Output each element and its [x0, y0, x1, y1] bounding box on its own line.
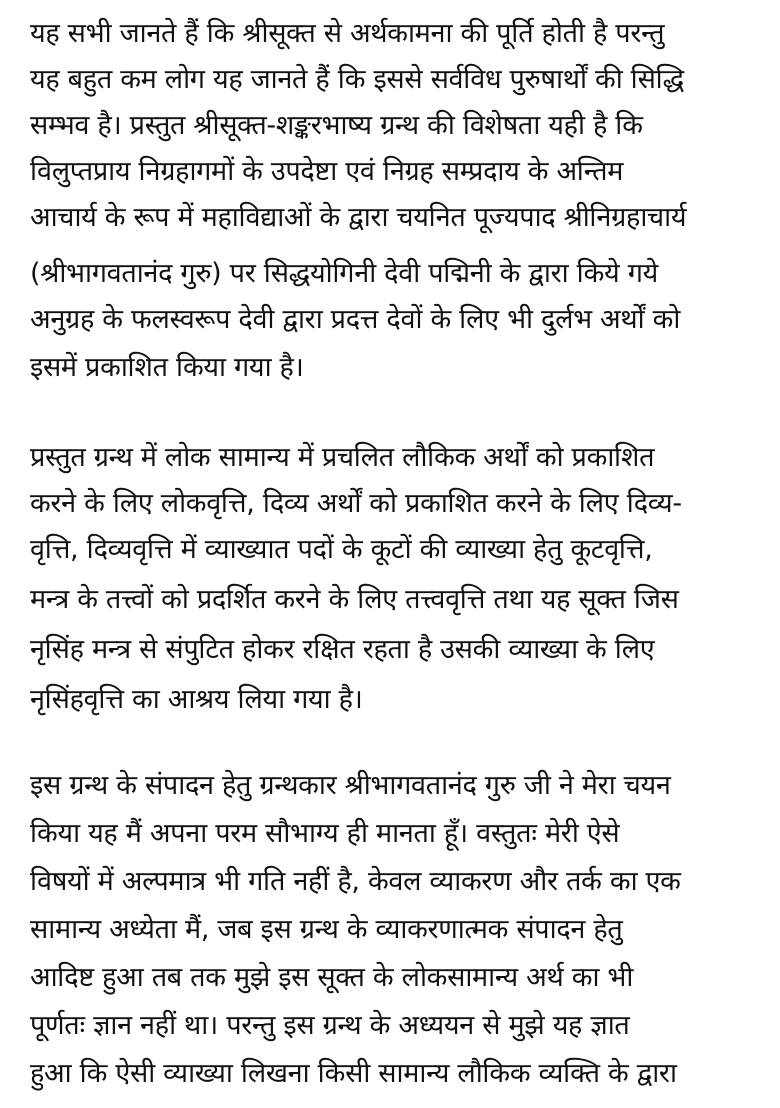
text-line: नृसिंहवृत्ति का आश्रय लिया गया है।	[30, 684, 363, 715]
text-line: सामान्य अध्येता मैं, जब इस ग्रन्थ के व्याकरणात्मक संपादन हेतु	[30, 914, 623, 945]
text-line: प्रस्तुत ग्रन्थ में लोक सामान्य में प्रचलित लौकिक अर्थों को प्रकाशित	[30, 442, 655, 473]
text-line: पूर्णतः ज्ञान नहीं था। परन्तु इस ग्रन्थ के अध्ययन से मुझे यह ज्ञात	[30, 1010, 630, 1041]
text-line: सम्भव है। प्रस्तुत श्रीसूक्त-शङ्करभाष्य ग्रन्थ की विशेषता यही है कि	[30, 110, 643, 141]
text-line: इसमें प्रकाशित किया गया है।	[30, 352, 304, 383]
text-line: आदिष्ट हुआ तब तक मुझे इस सूक्त के लोकसामान्य अर्थ का भी	[30, 962, 634, 993]
text-line: नृसिंह मन्त्र से संपुटित होकर रक्षित रहता है उसकी व्याख्या के लिए	[30, 634, 655, 665]
text-line: विलुप्तप्राय निग्रहागमों के उपदेष्टा एवं निग्रह सम्प्रदाय के अन्तिम	[30, 156, 624, 187]
text-line: विषयों में अल्पमात्र भी गति नहीं है, केवल व्याकरण और तर्क का एक	[30, 866, 681, 897]
text-line: करने के लिए लोकवृत्ति, दिव्य अर्थों को प्रकाशित करने के लिए दिव्य-	[30, 488, 682, 519]
text-line: (श्रीभागवतानंद गुरु) पर सिद्धयोगिनी देवी पद्मिनी के द्वारा किये गये	[30, 258, 658, 289]
text-line: इस ग्रन्थ के संपादन हेतु ग्रन्थकार श्रीभागवतानंद गुरु जी ने मेरा चयन	[30, 770, 671, 801]
text-line: किया यह मैं अपना परम सौभाग्य ही मानता हूँ। वस्तुतः मेरी ऐसे	[30, 818, 620, 849]
text-line: मन्त्र के तत्त्वों को प्रदर्शित करने के लिए तत्त्ववृत्ति तथा यह सूक्त जिस	[30, 584, 679, 615]
text-line: हुआ कि ऐसी व्याख्या लिखना किसी सामान्य लौकिक व्यक्ति के द्वारा	[30, 1058, 677, 1089]
text-line: यह बहुत कम लोग यह जानते हैं कि इससे सर्वविध पुरुषार्थों की सिद्धि	[30, 64, 684, 95]
text-line: अनुग्रह के फलस्वरूप देवी द्वारा प्रदत्त देवों के लिए भी दुर्लभ अर्थों को	[30, 304, 681, 335]
text-line: वृत्ति, दिव्यवृत्ति में व्याख्यात पदों के कूटों की व्याख्या हेतु कूटवृत्ति,	[30, 534, 653, 565]
text-line: आचार्य के रूप में महाविद्याओं के द्वारा चयनित पूज्यपाद श्रीनिग्रहाचार्य	[30, 202, 687, 233]
text-line: यह सभी जानते हैं कि श्रीसूक्त से अर्थकामना की पूर्ति होती है परन्तु	[30, 18, 665, 49]
